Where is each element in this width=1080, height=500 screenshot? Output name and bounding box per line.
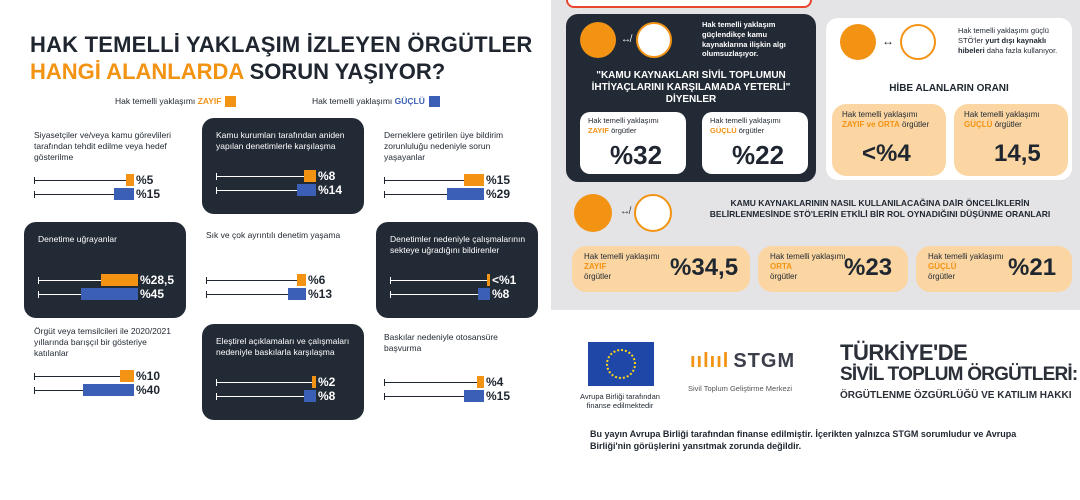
p1-weak-hl: ZAYIF: [588, 125, 609, 135]
value-strong: %29: [486, 187, 511, 201]
book-title-3: ÖRGÜTLENME ÖZGÜRLÜĞÜ VE KATILIM HAKKI: [840, 390, 1072, 401]
bar-card-label: Denetimler nedeniyle çalışmalarının sekteye uğradığını bildirenler: [390, 234, 526, 256]
bar-strong: [83, 384, 134, 396]
axis-tick: [34, 177, 35, 184]
money-icon: [636, 22, 672, 58]
axis-tick: [216, 393, 217, 400]
stgm-logo: [690, 350, 795, 373]
bar-card-label: Sık ve çok ayrıntılı denetim yaşama: [206, 230, 341, 240]
bar-strong: [478, 288, 490, 300]
value-strong: %15: [486, 389, 511, 403]
panel2-heading: HİBE ALANLARIN ORANI: [889, 83, 1009, 94]
panel1-strong-label: [710, 116, 781, 136]
bar-card-label: Kamu kurumları tarafından aniden yapılan denetimlerle karşılaşma: [216, 130, 345, 152]
p2-a-value: <%4: [862, 140, 911, 167]
bar-axis: [216, 396, 316, 397]
p2-note-pre: Hak temelli yaklaşımı güçlü STÖ'ler: [958, 26, 1049, 45]
bar-strong: [447, 188, 484, 200]
p3-1-value: %34,5: [670, 254, 739, 281]
p3-mid-box: [758, 246, 908, 292]
bar-card-label: Örgüt veya temsilcileri ile 2020/2021 yıllarında barışçıl bir gösteriye katılanlar: [34, 326, 172, 359]
legend-strong-swatch: [429, 96, 440, 107]
stgm-subtitle: Sivil Toplum Geliştirme Merkezi: [688, 384, 793, 393]
p3-3-hl: GÜÇLÜ: [928, 262, 957, 271]
panel-grants: [826, 18, 1072, 180]
value-strong: %8: [318, 389, 336, 403]
p3-2-hl: ORTA: [770, 262, 793, 271]
p3-3-pre: Hak temelli yaklaşımı: [928, 252, 1004, 261]
p3-2-post: örgütler: [770, 272, 798, 281]
legend-weak-prefix: Hak temelli yaklaşımı: [115, 96, 198, 106]
value-strong: %14: [318, 183, 343, 197]
axis-tick: [34, 373, 35, 380]
axis-tick: [216, 187, 217, 194]
title-highlight: HANGİ ALANLARDA: [30, 59, 244, 84]
title-line-1: HAK TEMELLİ YAKLAŞIM İZLEYEN ÖRGÜTLER: [30, 32, 533, 57]
panel1-quote: "KAMU KAYNAKLARI SİVİL TOPLUMUN İHTİYAÇLARINI KARŞILAMADA YETERLİ" DİYENLER: [591, 70, 791, 105]
eu-caption: Avrupa Birliği tarafından finanse edilmektedir: [580, 392, 660, 410]
bar-strong: [288, 288, 306, 300]
p2-b-value: 14,5: [994, 140, 1041, 167]
bar-card-label: Siyasetçiler ve/veya kamu görevlileri tarafından tehdit edilme veya hedef gösterilme: [34, 130, 171, 163]
p3-2-pre: Hak temelli yaklaşımı: [770, 252, 846, 261]
axis-tick: [216, 173, 217, 180]
value-weak: %6: [308, 273, 326, 287]
bar-card: [30, 324, 190, 408]
bar-weak: [477, 376, 484, 388]
p2-b-pre: Hak temelli yaklaşımı: [964, 110, 1040, 119]
disclaimer: Bu yayın Avrupa Birliği tarafından finanse edilmiştir. İçerikten yalnızca STGM sorumludur ve Avrupa Birliği'nin görüşlerini yansıtmak zorunda değildir.: [590, 429, 1017, 452]
not-equal-icon: ↮: [621, 34, 631, 45]
panel1-strong-value: %22: [732, 140, 785, 170]
bar-strong: [304, 390, 316, 402]
p3-1-post: örgütler: [584, 272, 612, 281]
p3-1-hl: ZAYIF: [584, 262, 607, 271]
bar-card: [380, 330, 540, 414]
axis-tick: [206, 277, 207, 284]
value-strong: %8: [492, 287, 510, 301]
bar-axis: [390, 280, 490, 281]
bar-weak: [464, 174, 484, 186]
p3-weak-box: [572, 246, 750, 292]
p2-a-post: örgütler: [902, 120, 930, 129]
bar-strong: [114, 188, 134, 200]
eu-stars: [606, 349, 636, 379]
legend-strong-prefix: Hak temelli yaklaşımı: [312, 96, 395, 106]
axis-tick: [38, 291, 39, 298]
money-icon-3: [634, 194, 672, 232]
value-weak: %8: [318, 169, 336, 183]
axis-tick: [38, 277, 39, 284]
axis-tick: [384, 191, 385, 198]
axis-tick: [384, 393, 385, 400]
bar-card-label: Baskılar nedeniyle otosansüre başvurma: [384, 332, 498, 354]
p3-3-post: örgütler: [928, 272, 956, 281]
stgm-mark: ıılııl: [690, 350, 730, 372]
bar-card-label: Derneklere getirilen üye bildirim zorunluluğu nedeniyle sorun yaşayanlar: [384, 130, 504, 163]
bar-axis: [390, 294, 490, 295]
panel1-weak-value: %32: [610, 140, 663, 170]
bar-card: [30, 128, 190, 212]
book-title-2: SİVİL TOPLUM ÖRGÜTLERİ:: [840, 364, 1078, 385]
legend-strong-label: GÜÇLÜ: [394, 96, 425, 106]
axis-tick: [390, 277, 391, 284]
bar-card: [24, 222, 186, 318]
p3-2-value: %23: [844, 254, 893, 281]
p2-b-label: [964, 110, 1040, 130]
bar-axis: [384, 382, 484, 383]
bar-axis: [216, 382, 316, 383]
p1-strong-pre: Hak temelli yaklaşımı: [710, 116, 781, 125]
p3-2-label: [770, 252, 846, 282]
value-strong: %40: [136, 383, 161, 397]
panel3-heading: KAMU KAYNAKLARININ NASIL KULLANILACAĞINA DAİR ÖNCELİKLERİN BELİRLENMESİNDE STÖ'LERİN ETKİLİ BİR ROL OYNADIĞINI DÜŞÜNME ORANLARI: [709, 198, 1051, 220]
bar-weak: [304, 170, 316, 182]
panel2-strong-box: [954, 104, 1068, 176]
axis-tick: [384, 177, 385, 184]
axis-tick: [34, 191, 35, 198]
p2-a-hl: ZAYIF ve ORTA: [842, 120, 900, 129]
bar-weak: [487, 274, 490, 286]
stgm-text: STGM: [733, 350, 796, 372]
money-icon-2: [900, 24, 936, 60]
axis-tick: [34, 387, 35, 394]
panel1-weak-box: [580, 112, 686, 174]
p1-strong-post: örgütler: [738, 125, 765, 135]
p2-a-label: [842, 110, 929, 130]
title-line-2: [30, 60, 445, 84]
bar-card: [376, 222, 538, 318]
value-strong: %15: [136, 187, 161, 201]
legend-weak-label: ZAYIF: [197, 96, 222, 106]
sign-icon-3: [574, 194, 612, 232]
p2-b-post: örgütler: [994, 120, 1022, 129]
legend-strong: [312, 96, 440, 107]
bar-weak: [297, 274, 306, 286]
bar-card-label: Eleştirel açıklamaları ve çalışmaları nedeniyle baskılarla karşılaşma: [216, 336, 350, 358]
not-equal-icon-2: ↮: [620, 206, 630, 217]
value-weak: %4: [486, 375, 504, 389]
legend-weak-swatch: [225, 96, 236, 107]
bar-strong: [464, 390, 484, 402]
bar-weak: [126, 174, 134, 186]
bar-strong: [297, 184, 316, 196]
bar-weak: [120, 370, 134, 382]
panel1-weak-label: [588, 116, 659, 136]
bar-card: [202, 118, 364, 214]
bar-axis: [34, 180, 134, 181]
axis-tick: [216, 379, 217, 386]
axis-tick: [390, 291, 391, 298]
panel1-note: Hak temelli yaklaşım güçlendikçe kamu kaynaklarına ilişkin algı olumsuzlaşıyor.: [702, 20, 786, 59]
p3-1-label: [584, 252, 660, 282]
panel2-note: [958, 26, 1070, 55]
p2-note-post: daha fazla kullanıyor.: [984, 45, 1058, 55]
bar-strong: [81, 288, 138, 300]
title-rest: SORUN YAŞIYOR?: [243, 59, 446, 84]
bar-card-label: Denetime uğrayanlar: [38, 234, 117, 244]
p3-3-value: %21: [1008, 254, 1057, 281]
bar-axis: [216, 176, 316, 177]
bar-card: [202, 228, 362, 312]
value-weak: %10: [136, 369, 161, 383]
book-title-1: TÜRKİYE'DE: [840, 340, 968, 365]
top-decor: [566, 0, 812, 8]
arrows-icon: ↔: [882, 34, 894, 48]
panel1-strong-box: [702, 112, 808, 174]
bar-axis: [206, 280, 306, 281]
p3-strong-box: [916, 246, 1072, 292]
value-weak: <%1: [492, 273, 517, 287]
p1-weak-pre: Hak temelli yaklaşımı: [588, 116, 659, 125]
value-strong: %45: [140, 287, 165, 301]
p3-1-pre: Hak temelli yaklaşımı: [584, 252, 660, 261]
value-weak: %5: [136, 173, 154, 187]
bar-weak: [312, 376, 316, 388]
value-weak: %28,5: [140, 273, 175, 287]
bar-card: [380, 128, 540, 212]
p1-weak-post: örgütler: [611, 125, 637, 135]
axis-tick: [384, 379, 385, 386]
sign-icon: [580, 22, 616, 58]
panel-public-resources: [566, 14, 816, 182]
axis-tick: [206, 291, 207, 298]
sign-icon-2: [840, 24, 876, 60]
bar-weak: [101, 274, 138, 286]
p2-note-bold: yurt dışı kaynaklı hibeleri: [958, 35, 1047, 55]
legend-weak: [115, 96, 236, 107]
bar-card: [202, 324, 364, 420]
p2-a-pre: Hak temelli yaklaşımı: [842, 110, 918, 119]
value-strong: %13: [308, 287, 333, 301]
value-weak: %15: [486, 173, 511, 187]
p2-b-hl: GÜÇLÜ: [964, 120, 993, 129]
eu-flag: [588, 342, 654, 386]
p3-3-label: [928, 252, 1004, 282]
p1-strong-hl: GÜÇLÜ: [710, 125, 737, 135]
panel2-weak-box: [832, 104, 946, 176]
value-weak: %2: [318, 375, 336, 389]
